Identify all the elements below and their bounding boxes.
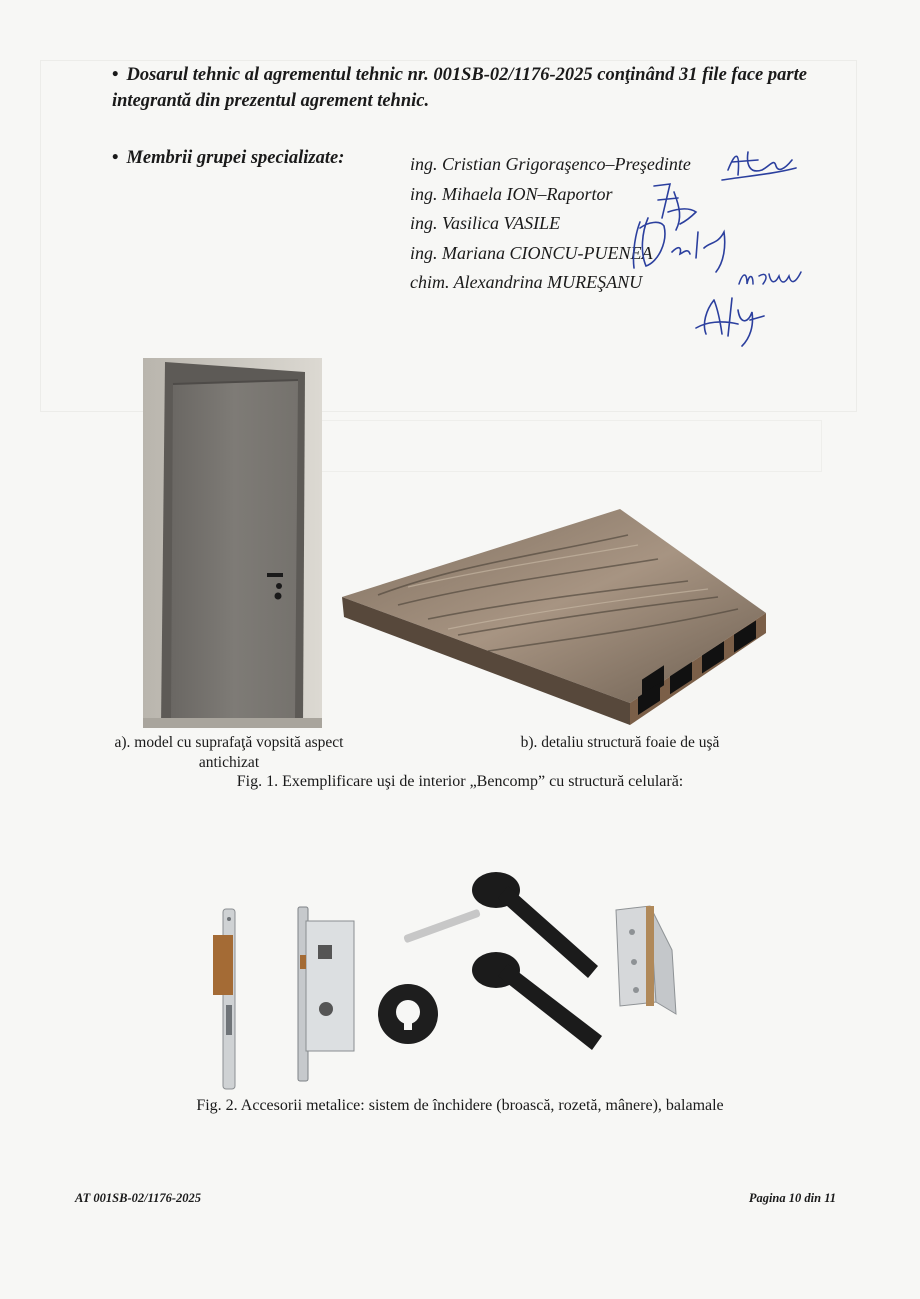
figure1-caption: Fig. 1. Exemplificare uşi de interior „Bencomp” cu structură celulară: <box>236 773 684 790</box>
member-item: ing. Mihaela ION–Raportor <box>410 183 613 204</box>
member-item: ing. Mariana CIONCU-PUENEA <box>410 242 653 263</box>
members-label <box>112 148 344 169</box>
bullet: • <box>112 65 119 85</box>
door-handles-photo <box>378 858 608 1078</box>
members-label-text: Membrii grupei specializate: <box>126 148 345 168</box>
signature-member-muresanu <box>692 290 772 350</box>
document-reference: AT 001SB-02/1176-2025 <box>75 1191 202 1205</box>
member-item: ing. Vasilica VASILE <box>410 213 561 233</box>
member-item: ing. Cristian Grigoraşenco–Preşedinte <box>410 154 691 174</box>
hinges-photo <box>610 902 700 1022</box>
figure1-caption-b: b). detaliu structură foaie de uşă <box>520 734 720 751</box>
door-photo <box>143 358 322 728</box>
signature-president <box>718 140 798 190</box>
figure1-caption-a: a). model cu suprafaţă vopsită aspect antichizat <box>114 734 344 771</box>
show-through-box <box>320 420 822 472</box>
statement-text: Dosarul tehnic al agrementul tehnic nr. 001SB-02/1176-2025 conţinând 31 file face parte integrantă din prezentul agrement tehnic. <box>112 65 807 111</box>
page-number: Pagina 10 din 11 <box>748 1191 836 1205</box>
strike-plate-photo <box>205 905 245 1095</box>
signature-member-vasile <box>628 212 738 280</box>
member-item: chim. Alexandrina MUREŞANU <box>410 272 643 292</box>
technical-file-statement <box>112 62 882 114</box>
lock-body-photo <box>292 905 362 1085</box>
cellular-board-photo <box>338 505 770 725</box>
figure2-caption: Fig. 2. Accesorii metalice: sistem de închidere (broască, rozetă, mânere), balamale <box>196 1097 724 1114</box>
bullet: • <box>112 148 119 168</box>
